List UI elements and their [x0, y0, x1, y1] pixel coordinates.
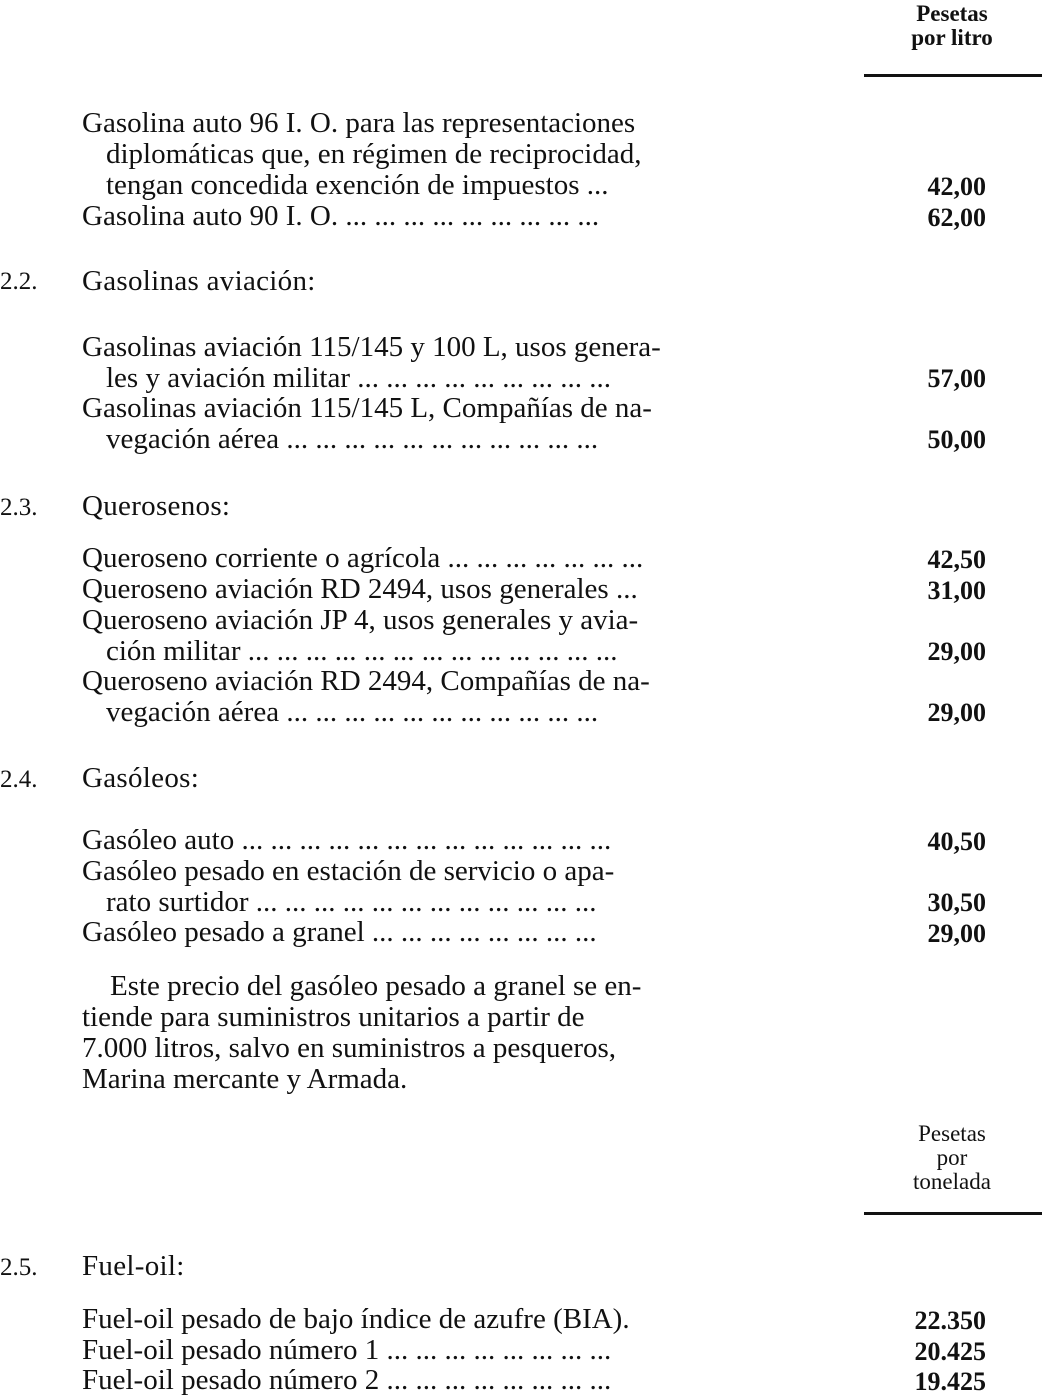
note-line: tiende para suministros unitarios a partir de [82, 1001, 585, 1033]
price-value: 20.425 [914, 1337, 986, 1366]
price-value: 29,00 [927, 698, 986, 727]
entry-text: diplomáticas que, en régimen de reciprocidad, [106, 138, 642, 170]
section-number: 2.5. [0, 1254, 38, 1281]
price-value: 30,50 [927, 888, 986, 917]
entry-text: les y aviación militar ... ... ... ... ... ... ... ... ... [106, 362, 612, 394]
price-value: 50,00 [927, 425, 986, 454]
entry-text: Gasolina auto 96 I. O. para las representaciones [82, 107, 636, 139]
entry-text: Gasóleo pesado en estación de servicio o apa- [82, 855, 615, 887]
column-header-line: Pesetas [916, 1, 988, 26]
entry-text: tengan concedida exención de impuestos ... [106, 169, 609, 201]
price-value: 42,00 [927, 172, 986, 201]
entry-text: Queroseno aviación JP 4, usos generales y avia- [82, 604, 639, 636]
note-paragraph [82, 971, 862, 1095]
column-header-pesetas-por-tonelada [872, 1122, 1032, 1194]
price-value: 19.425 [914, 1367, 986, 1396]
section-number: 2.4. [0, 766, 38, 793]
price-value: 42,50 [927, 545, 986, 574]
column-header-line: por [936, 1145, 968, 1170]
header-rule [864, 74, 1042, 77]
entry-gasolinas-aviacion-companias [82, 393, 862, 455]
entry-text: Queroseno aviación RD 2494, usos generales ... [82, 573, 638, 605]
entry-text: Fuel-oil pesado número 1 ... ... ... ... ... ... ... ... [82, 1334, 612, 1366]
entry-text: Queroseno corriente o agrícola ... ... ... ... ... ... ... [82, 542, 644, 574]
entry-text: Gasolina auto 90 I. O. ... ... ... ... ... ... ... ... ... [82, 200, 600, 232]
price-value: 57,00 [927, 364, 986, 393]
section-number: 2.3. [0, 494, 38, 521]
section-title: Fuel-oil: [82, 1250, 185, 1282]
entry-queroseno-rd2494-usos [82, 574, 862, 605]
entry-text: Gasolinas aviación 115/145 L, Compañías de na- [82, 392, 652, 424]
price-value: 62,00 [927, 203, 986, 232]
column-header-line: por litro [911, 25, 993, 50]
note-line: 7.000 litros, salvo en suministros a pesqueros, [82, 1032, 617, 1064]
column-header-pesetas-por-litro [872, 2, 1032, 50]
section-title: Gasolinas aviación: [82, 265, 316, 297]
entry-text: vegación aérea ... ... ... ... ... ... ... ... ... ... ... [106, 696, 599, 728]
price-value: 29,00 [927, 637, 986, 666]
entry-text: Fuel-oil pesado número 2 ... ... ... ... ... ... ... ... [82, 1364, 612, 1396]
header-rule [864, 1212, 1042, 1215]
entry-gasolina-auto-96 [82, 108, 862, 201]
entry-text: vegación aérea ... ... ... ... ... ... ... ... ... ... ... [106, 423, 599, 455]
entry-text: rato surtidor ... ... ... ... ... ... ... ... ... ... ... ... [106, 886, 597, 918]
price-value: 29,00 [927, 919, 986, 948]
entry-gasolinas-aviacion-usos-generales [82, 332, 862, 394]
entry-gasoleo-auto [82, 825, 862, 856]
entry-gasoleo-pesado-granel [82, 917, 862, 948]
note-line: Marina mercante y Armada. [82, 1063, 408, 1095]
price-value: 40,50 [927, 827, 986, 856]
entry-text: ción militar ... ... ... ... ... ... ... ... ... ... ... ... ... [106, 635, 618, 667]
entry-fuel-oil-numero-2 [82, 1365, 862, 1396]
price-value: 31,00 [927, 576, 986, 605]
entry-text: Gasolinas aviación 115/145 y 100 L, usos genera- [82, 331, 661, 363]
entry-queroseno-rd2494-companias [82, 666, 862, 728]
entry-gasoleo-pesado-estacion [82, 856, 862, 918]
entry-fuel-oil-bia [82, 1304, 862, 1335]
section-title: Gasóleos: [82, 762, 200, 794]
entry-text: Gasóleo pesado a granel ... ... ... ... ... ... ... ... [82, 916, 597, 948]
entry-queroseno-jp4 [82, 605, 862, 667]
entry-fuel-oil-numero-1 [82, 1335, 862, 1366]
entry-queroseno-corriente [82, 543, 862, 574]
price-value: 22.350 [914, 1306, 986, 1335]
section-number: 2.2. [0, 268, 38, 295]
entry-gasolina-auto-90 [82, 201, 862, 232]
entry-text: Gasóleo auto ... ... ... ... ... ... ... ... ... ... ... ... ... [82, 824, 612, 856]
note-line: Este precio del gasóleo pesado a granel se en- [110, 970, 642, 1002]
entry-text: Queroseno aviación RD 2494, Compañías de na- [82, 665, 650, 697]
entry-text: Fuel-oil pesado de bajo índice de azufre (BIA). [82, 1303, 630, 1335]
column-header-line: Pesetas [918, 1121, 986, 1146]
column-header-line: tonelada [913, 1169, 991, 1194]
section-title: Querosenos: [82, 490, 231, 522]
